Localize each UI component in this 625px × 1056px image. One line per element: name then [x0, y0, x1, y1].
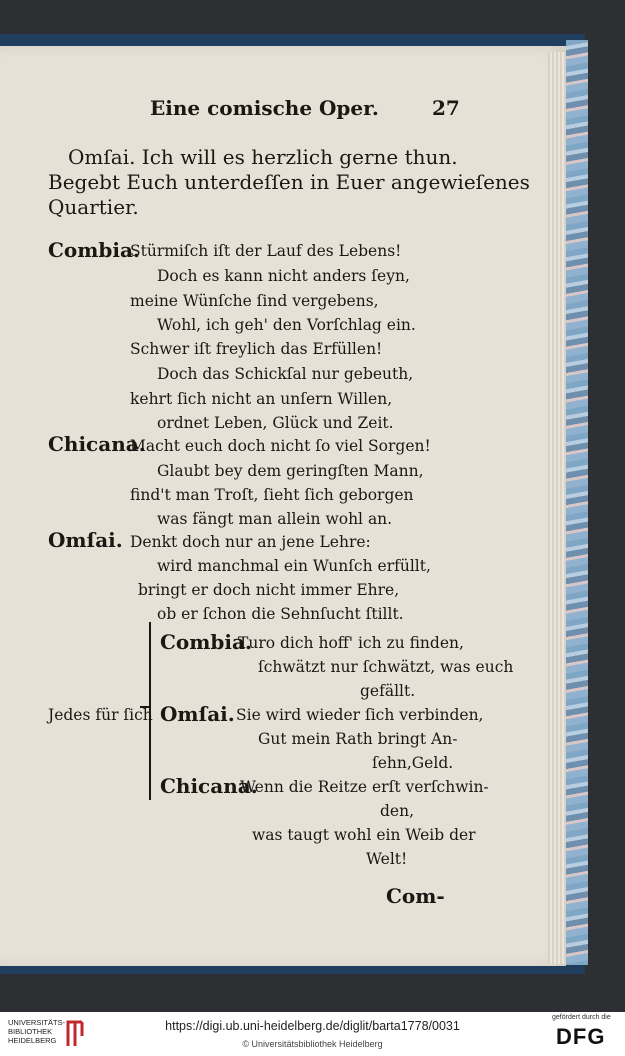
- verse-line: ſehn,Geld.: [372, 754, 454, 772]
- verse-line: Turo dich hoff' ich zu finden,: [238, 634, 464, 652]
- speaker-name: Combia.: [48, 238, 140, 262]
- verse-line: was taugt wohl ein Weib der: [252, 826, 476, 844]
- permalink-url[interactable]: https://digi.ub.uni-heidelberg.de/diglit/barta1778/0031: [165, 1019, 460, 1033]
- catchword: Com-: [386, 884, 445, 908]
- verse-line: Gut mein Rath bringt An-: [258, 730, 458, 748]
- verse-line: Denkt doch nur an jene Lehre:: [130, 533, 371, 551]
- verse-line: Doch es kann nicht anders ſeyn,: [157, 267, 410, 285]
- verse-line: bringt er doch nicht immer Ehre,: [138, 581, 400, 599]
- running-head: Eine comische Oper.: [150, 96, 379, 120]
- speaker-name: Combia.: [160, 630, 252, 654]
- speaker-name: Omſai.: [48, 528, 123, 552]
- speaker-name: Omſai.: [160, 702, 235, 726]
- verse-line: Wohl, ich geh' den Vorſchlag ein.: [157, 316, 416, 334]
- verse-line: den,: [380, 802, 415, 820]
- verse-line: Doch das Schickſal nur gebeuth,: [157, 365, 414, 383]
- text-line: Quartier.: [48, 195, 139, 219]
- text-line: Omſai. Ich will es herzlich gerne thun.: [68, 145, 458, 169]
- verse-line: Sie wird wieder ſich verbinden,: [236, 706, 484, 724]
- verse-line: gefällt.: [360, 682, 416, 700]
- verse-line: Welt!: [366, 850, 408, 868]
- library-logo-text: UNIVERSITÄTS- BIBLIOTHEK HEIDELBERG: [8, 1018, 66, 1045]
- funder-note: gefördert durch die: [552, 1014, 611, 1021]
- verse-line: find't man Troſt, ſieht ſich geborgen: [130, 486, 414, 504]
- verse-line: kehrt ſich nicht an unſern Willen,: [130, 390, 393, 408]
- speaker-name: Chicana.: [160, 774, 258, 798]
- verse-line: meine Wünſche ſind vergebens,: [130, 292, 379, 310]
- stage-direction: Jedes für ſich: [48, 706, 153, 724]
- dfg-logo: DFG: [556, 1024, 606, 1049]
- verse-line: ob er ſchon die Sehnſucht ſtillt.: [157, 605, 404, 623]
- page-edges: [548, 52, 566, 964]
- verse-line: ordnet Leben, Glück und Zeit.: [157, 414, 394, 432]
- verse-line: Macht euch doch nicht ſo viel Sorgen!: [130, 437, 431, 455]
- copyright-notice: © Universitätsbibliothek Heidelberg: [242, 1039, 383, 1049]
- text-line: Begebt Euch unterdeſſen in Euer angewieſenes: [48, 170, 530, 194]
- verse-line: ſchwätzt nur ſchwätzt, was euch: [258, 658, 514, 676]
- speaker-name: Chicana.: [48, 432, 146, 456]
- verse-line: Stürmiſch iſt der Lauf des Lebens!: [130, 242, 402, 260]
- verse-line: was fängt man allein wohl an.: [157, 510, 393, 528]
- verse-line: Glaubt bey dem geringſten Mann,: [157, 462, 424, 480]
- verse-line: wird manchmal ein Wunſch erfüllt,: [157, 557, 431, 575]
- verse-line: Schwer iſt freylich das Erfüllen!: [130, 340, 383, 358]
- verse-line: Wenn die Reitze erſt verſchwin-: [240, 778, 489, 796]
- marbled-endpaper: [566, 40, 588, 965]
- page-number: 27: [432, 96, 460, 120]
